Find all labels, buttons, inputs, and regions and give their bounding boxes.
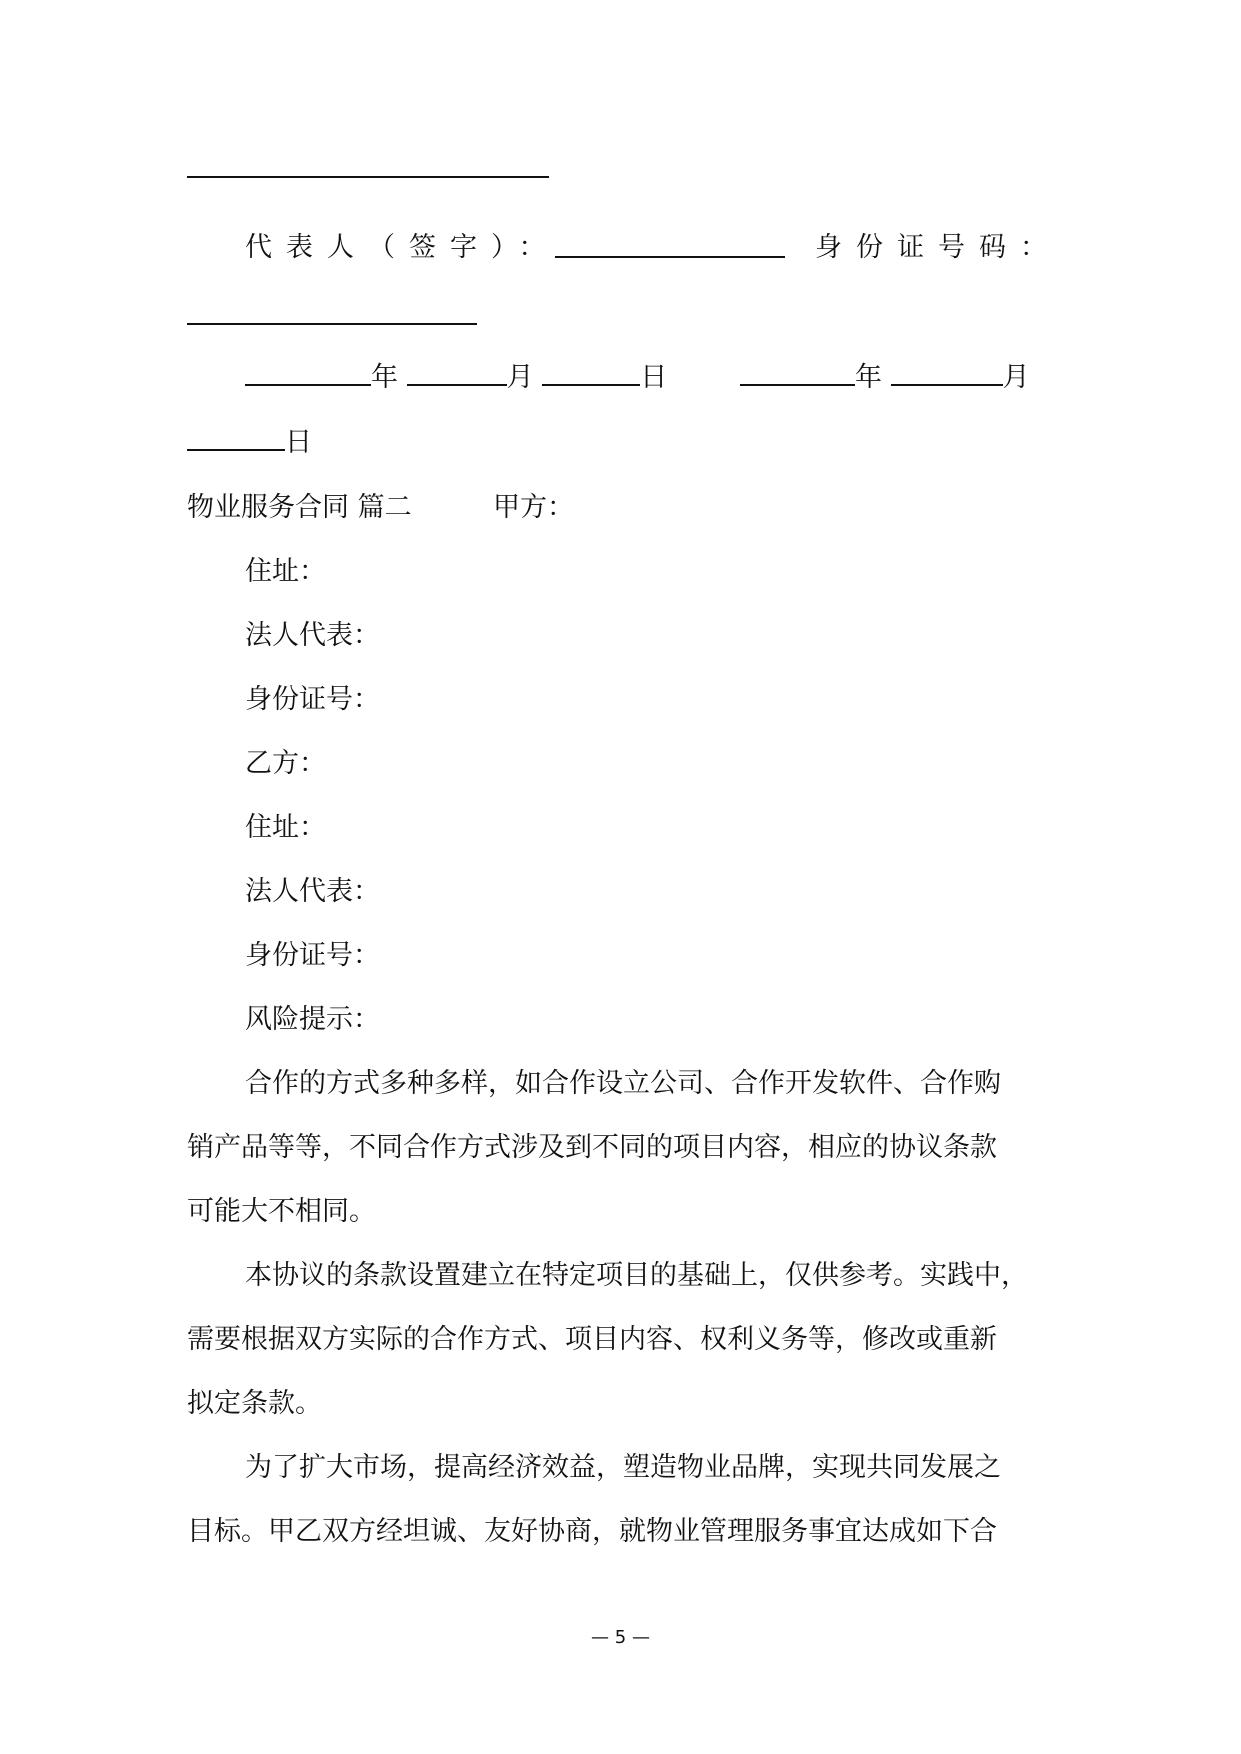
blank-field [407,356,507,386]
paragraph-line: 需要根据双方实际的合作方式、项目内容、权利义务等，修改或重新 [187,1324,997,1355]
date-row-2 [740,356,1030,398]
id-number-label: 身份证号码： [815,232,1061,263]
paragraph-line: 目标。甲乙双方经坦诚、友好协商，就物业管理服务事宜达成如下合 [187,1516,997,1547]
day-label: 日 [640,362,668,393]
party-a-label: 甲方： [493,492,574,523]
representative-row [245,228,560,268]
date-row-3 [187,421,312,463]
party-a-row [493,488,574,528]
party-a-legal-rep: 法人代表： [245,620,380,651]
month-label: 月 [1002,362,1030,393]
blank-field [245,356,371,386]
party-b-label: 乙方： [245,748,326,779]
representative-blank [555,228,785,270]
paragraph-line: 可能大不相同。 [187,1196,376,1227]
party-b-id-number: 身份证号： [245,940,380,971]
paragraph-line: 为了扩大市场，提高经济效益，塑造物业品牌，实现共同发展之 [245,1452,1001,1483]
blank-field [187,148,549,178]
year-label: 年 [371,362,398,393]
representative-label: 代表人（签字）： [245,232,560,263]
id-row [815,228,1061,268]
party-b-legal-rep: 法人代表： [245,876,380,907]
year-label: 年 [855,362,882,393]
blank-field [555,228,785,258]
paragraph-line: 销产品等等，不同合作方式涉及到不同的项目内容，相应的协议条款 [187,1132,997,1163]
blank-field [740,356,855,386]
blank-field [891,356,1003,386]
risk-notice-label: 风险提示： [245,1004,380,1035]
page-number: — 5 — [591,1627,650,1648]
paragraph-line: 拟定条款。 [187,1388,322,1419]
id-number-blank-row [187,295,477,337]
signature-line-top [187,148,549,190]
blank-field [542,356,640,386]
blank-field [187,295,477,325]
date-row [245,356,667,398]
contract-heading [187,488,412,528]
paragraph-line: 本协议的条款设置建立在特定项目的基础上，仅供参考。实践中， [245,1260,1028,1291]
month-label: 月 [506,362,534,393]
paragraph-line: 合作的方式多种多样，如合作设立公司、合作开发软件、合作购 [245,1068,1001,1099]
party-a-address: 住址： [245,556,326,587]
party-a-id-number: 身份证号： [245,684,380,715]
blank-field [187,421,285,451]
day-label: 日 [285,427,312,458]
contract-title: 物业服务合同 篇二 [187,492,412,523]
party-b-address: 住址： [245,812,326,843]
